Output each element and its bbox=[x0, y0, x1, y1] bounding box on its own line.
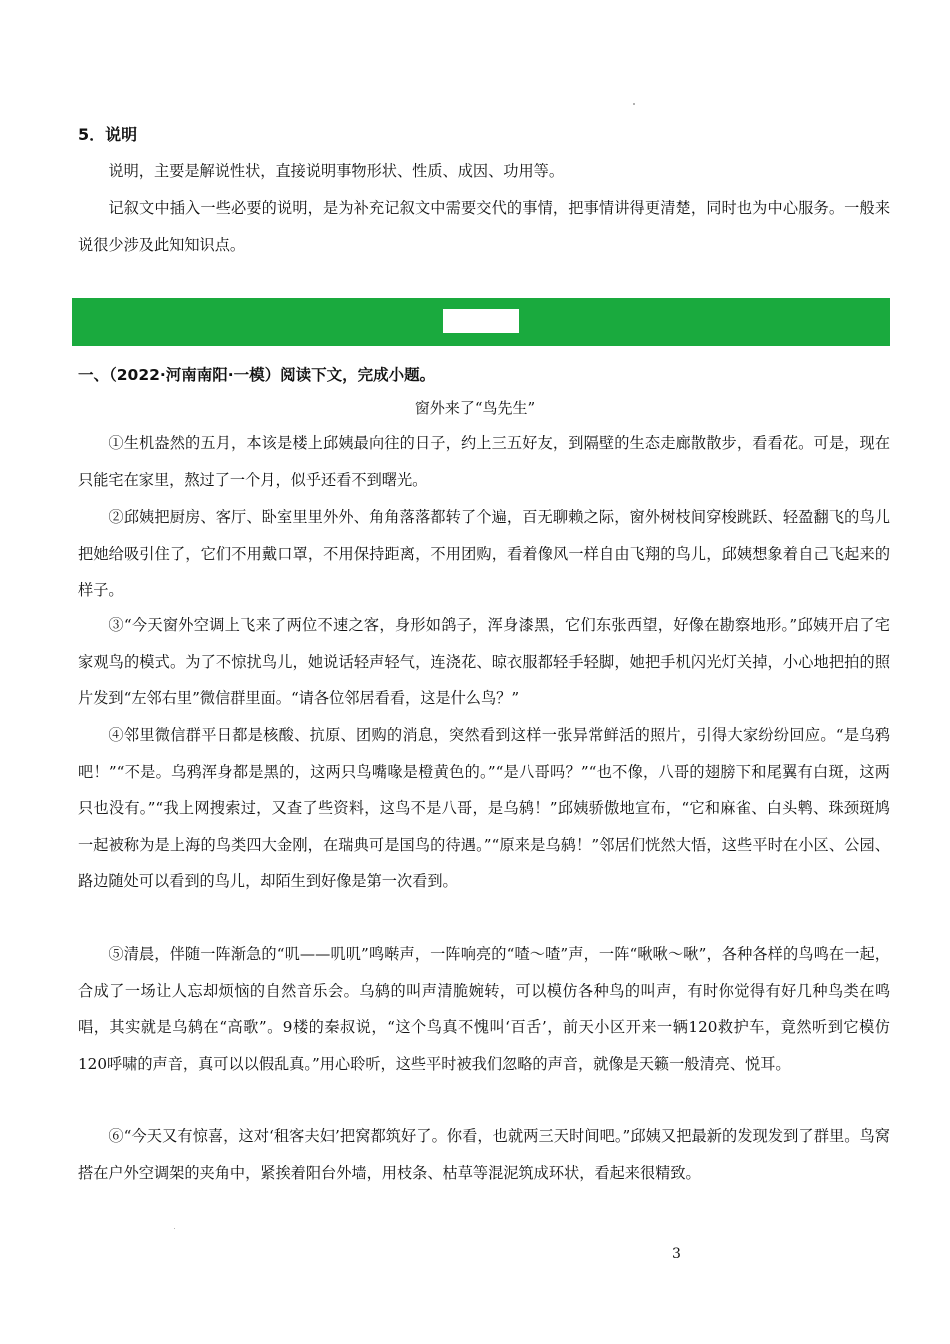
essay-paragraph-3: ③“今天窗外空调上飞来了两位不速之客，身形如鸽子，浑身漆黑，它们东张西望，好像在勘察地形。”邱姨开启了宅家观鸟的模式。为了不惊扰鸟儿，她说话轻声轻气，连浇花、晾衣服都轻手轻脚，她把手机闪光灯关掉，小心地把拍的照片发到“左邻右里”微信群里面。“请各位邻居看看，这是什么鸟？” bbox=[78, 616, 890, 707]
section-paragraph-1: 说明，主要是解说性状，直接说明事物形状、性质、成因、功用等。 bbox=[108, 162, 565, 180]
essay-paragraph-4: ④邻里微信群平日都是核酸、抗原、团购的消息，突然看到这样一张异常鲜活的照片，引得大家纷纷回应。“是乌鸦吧！”“不是。乌鸦浑身都是黑的，这两只鸟嘴喙是橙黄色的。”“是八哥吗？”“也不像，八哥的翅膀下和尾翼有白斑，这两只也没有。”“我上网搜索过，又查了些资料，这鸟不是八哥，是乌鸫！”邱姨骄傲地宣布，“它和麻雀、白头鹎、珠颈斑鸠一起被称为是上海的鸟类四大金刚，在瑞典可是国鸟的待遇。”“原来是乌鸫！”邻居们恍然大悟，这些平时在小区、公园、路边随处可以看到的鸟儿，却陌生到好像是第一次看到。 bbox=[78, 726, 890, 890]
page-number: 3 bbox=[672, 1246, 681, 1262]
section-paragraph-2: 记叙文中插入一些必要的说明，是为补充记叙文中需要交代的事情，把事情讲得更清楚，同时也为中心服务。一般来说很少涉及此知知识点。 bbox=[78, 199, 890, 254]
essay-paragraph-5: ⑤清晨，伴随一阵渐急的“叽——叽叽”鸣啭声，一阵响亮的“喳～喳”声，一阵“啾啾～啾”，各种各样的鸟鸣在一起，合成了一场让人忘却烦恼的自然音乐会。乌鸫的叫声清脆婉转，可以模仿各种鸟的叫声，有时你觉得有好几种鸟类在鸣唱，其实就是乌鸫在“高歌”。9楼的秦叔说，“这个鸟真不愧叫‘百舌’，前天小区开来一辆120救护车，竟然听到它模仿120呼啸的声音，真可以以假乱真。”用心聆听，这些平时被我们忽略的声音，就像是天籁一般清亮、悦耳。 bbox=[78, 945, 890, 1073]
essay-title: 窗外来了“鸟先生” bbox=[414, 399, 536, 417]
practice-banner bbox=[72, 298, 890, 346]
banner-label-box bbox=[443, 309, 519, 333]
scan-dot bbox=[174, 1228, 175, 1229]
essay-paragraph-2: ②邱姨把厨房、客厅、卧室里里外外、角角落落都转了个遍，百无聊赖之际，窗外树枝间穿梭跳跃、轻盈翻飞的鸟儿把她给吸引住了，它们不用戴口罩，不用保持距离，不用团购，看着像风一样自由飞翔的鸟儿，邱姨想象着自己飞起来的样子。 bbox=[78, 508, 890, 599]
question-title: 一、（2022·河南南阳·一模）阅读下文，完成小题。 bbox=[78, 366, 436, 384]
scan-dot bbox=[633, 103, 635, 105]
essay-paragraph-1: ①生机盎然的五月，本该是楼上邱姨最向往的日子，约上三五好友，到隔壁的生态走廊散散步，看看花。可是，现在只能宅在家里，熬过了一个月，似乎还看不到曙光。 bbox=[78, 434, 890, 489]
essay-paragraph-6: ⑥“今天又有惊喜，这对‘租客夫妇’把窝都筑好了。你看，也就两三天时间吧。”邱姨又把最新的发现发到了群里。鸟窝搭在户外空调架的夹角中，紧挨着阳台外墙，用枝条、枯草等混泥筑成环状，看起来很精致。 bbox=[78, 1127, 890, 1182]
section-heading: 5．说明 bbox=[78, 125, 138, 144]
